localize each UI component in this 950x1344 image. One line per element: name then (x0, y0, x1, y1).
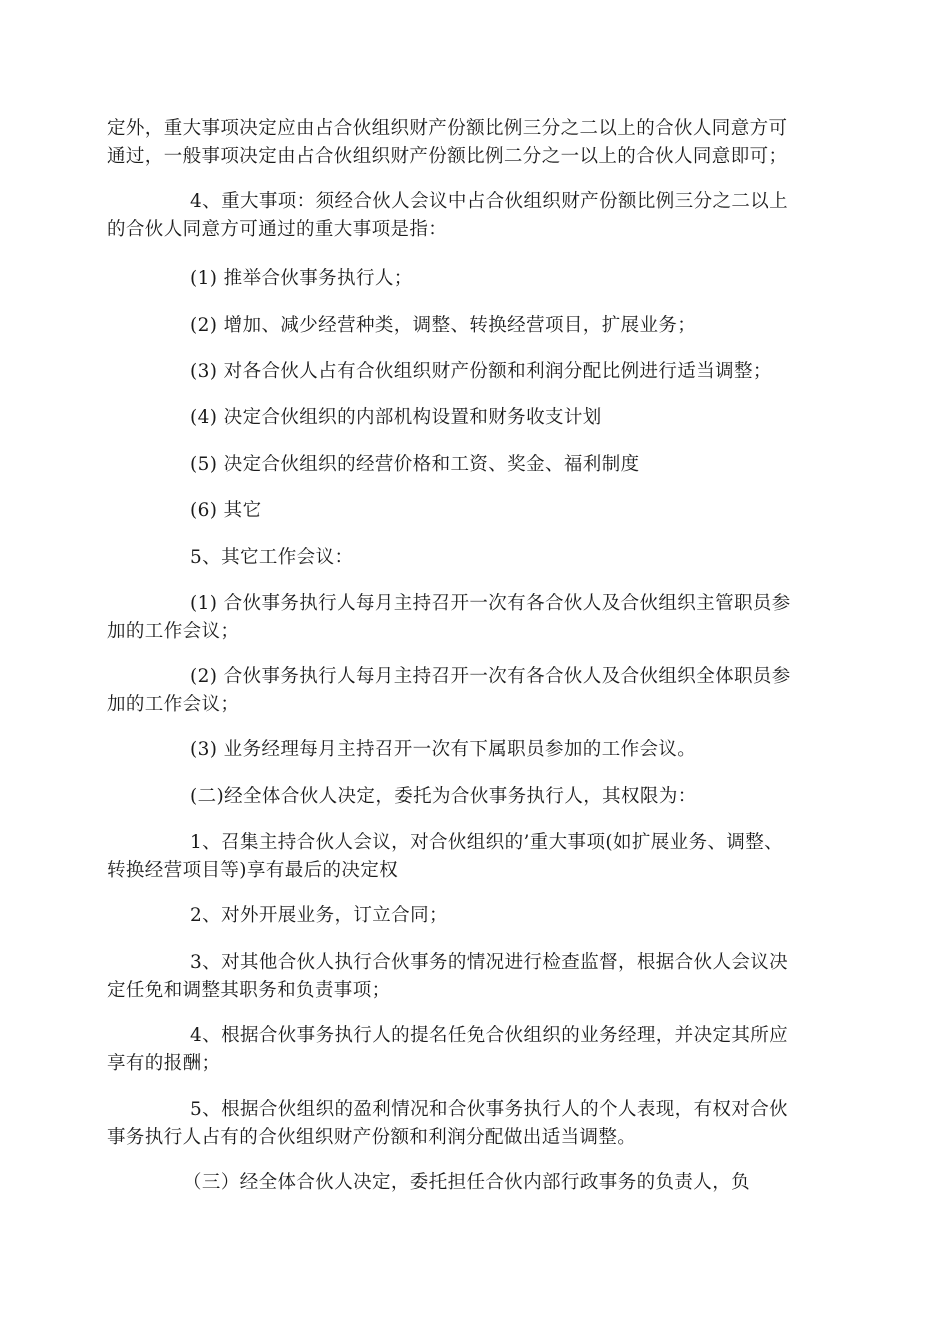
list-item (107, 265, 843, 293)
text-line: 定任免和调整其职务和负责事项； (107, 980, 391, 1001)
text-line: (4) 决定合伙组织的内部机构设置和财务收支计划 (190, 407, 602, 428)
text-line: 通过，一般事项决定由占合伙组织财产份额比例二分之一以上的合伙人同意即可； (107, 146, 788, 167)
list-item (107, 590, 843, 646)
text-line: 享有的报酬； (107, 1053, 221, 1074)
section-heading (107, 1169, 843, 1197)
text-line: (2) 合伙事务执行人每月主持召开一次有各合伙人及合伙组织全体职员参 (190, 666, 791, 687)
text-line: (1) 推举合伙事务执行人； (190, 268, 413, 289)
text-line: 5、根据合伙组织的盈利情况和合伙事务执行人的个人表现，有权对合伙 (190, 1099, 789, 1120)
paragraph (107, 902, 843, 930)
text-line: 2、对外开展业务，订立合同； (190, 905, 448, 926)
paragraph (107, 188, 843, 244)
text-line: 4、重大事项：须经合伙人会议中占合伙组织财产份额比例三分之二以上 (190, 191, 789, 212)
text-line: (3) 对各合伙人占有合伙组织财产份额和利润分配比例进行适当调整； (190, 361, 772, 382)
text-line: 定外，重大事项决定应由占合伙组织财产份额比例三分之二以上的合伙人同意方可 (107, 118, 788, 139)
text-line: 事务执行人占有的合伙组织财产份额和利润分配做出适当调整。 (107, 1127, 637, 1148)
list-item (107, 404, 843, 432)
text-line: 3、对其他合伙人执行合伙事务的情况进行检查监督，根据合伙人会议决 (190, 952, 789, 973)
paragraph (107, 115, 843, 171)
paragraph (107, 1096, 843, 1152)
list-item (107, 497, 843, 525)
text-line: (二)经全体合伙人决定，委托为合伙事务执行人，其权限为： (190, 786, 697, 807)
text-line: 1、召集主持合伙人会议，对合伙组织的’重大事项(如扩展业务、调整、 (190, 832, 784, 853)
text-line: (5) 决定合伙组织的经营价格和工资、奖金、福利制度 (190, 454, 640, 475)
list-item (107, 451, 843, 479)
paragraph (107, 1022, 843, 1078)
text-line: 5、其它工作会议： (190, 547, 354, 568)
text-line: (1) 合伙事务执行人每月主持召开一次有各合伙人及合伙组织主管职员参 (190, 593, 791, 614)
text-line: (3) 业务经理每月主持召开一次有下属职员参加的工作会议。 (190, 739, 697, 760)
list-item (107, 312, 843, 340)
section-heading (107, 783, 843, 811)
paragraph (107, 829, 843, 885)
text-line: 加的工作会议； (107, 694, 240, 715)
section-heading (107, 544, 843, 572)
list-item (107, 358, 843, 386)
text-line: 转换经营项目等)享有最后的决定权 (107, 860, 399, 881)
text-line: (6) 其它 (190, 500, 262, 521)
paragraph (107, 949, 843, 1005)
text-line: 4、根据合伙事务执行人的提名任免合伙组织的业务经理，并决定其所应 (190, 1025, 789, 1046)
text-line: 的合伙人同意方可通过的重大事项是指： (107, 219, 448, 240)
text-line: (2) 增加、减少经营种类，调整、转换经营项目，扩展业务； (190, 315, 697, 336)
text-line: （三）经全体合伙人决定，委托担任合伙内部行政事务的负责人，负 (183, 1172, 751, 1193)
text-line: 加的工作会议； (107, 621, 240, 642)
list-item (107, 736, 843, 764)
list-item (107, 663, 843, 719)
